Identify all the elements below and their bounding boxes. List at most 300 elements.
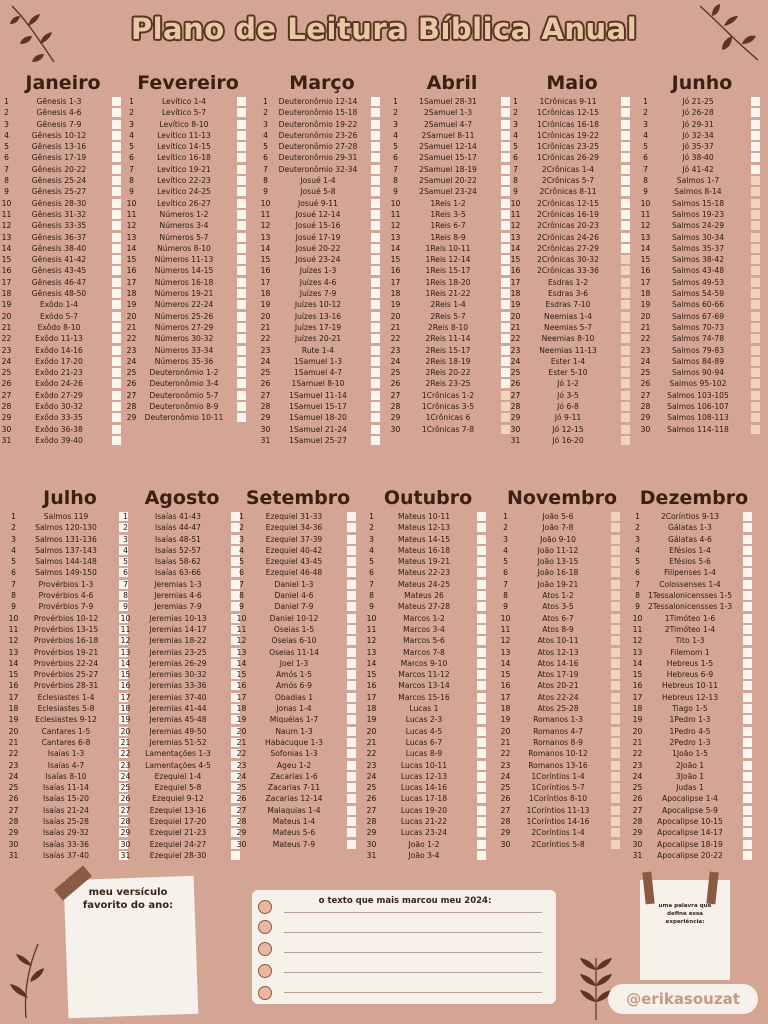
checkbox-icon[interactable]	[621, 379, 630, 388]
checkbox-icon[interactable]	[743, 659, 752, 668]
checkbox-icon[interactable]	[237, 210, 246, 219]
checkbox-icon[interactable]	[611, 681, 620, 690]
checkbox-icon[interactable]	[611, 568, 620, 577]
checkbox-icon[interactable]	[237, 368, 246, 377]
checkbox-icon[interactable]	[477, 602, 486, 611]
checkbox-icon[interactable]	[611, 625, 620, 634]
checkbox-icon[interactable]	[112, 289, 121, 298]
checkbox-icon[interactable]	[501, 425, 510, 434]
checkbox-icon[interactable]	[477, 512, 486, 521]
checkbox-icon[interactable]	[501, 244, 510, 253]
checkbox-icon[interactable]	[347, 772, 356, 781]
checkbox-icon[interactable]	[621, 346, 630, 355]
checkbox-icon[interactable]	[501, 233, 510, 242]
checkbox-icon[interactable]	[611, 591, 620, 600]
checkbox-icon[interactable]	[621, 97, 630, 106]
checkbox-icon[interactable]	[751, 413, 760, 422]
checkbox-icon[interactable]	[611, 828, 620, 837]
checkbox-icon[interactable]	[112, 142, 121, 151]
checkbox-icon[interactable]	[611, 523, 620, 532]
checkbox-icon[interactable]	[611, 817, 620, 826]
checkbox-icon[interactable]	[751, 97, 760, 106]
checkbox-icon[interactable]	[112, 278, 121, 287]
checkbox-icon[interactable]	[477, 693, 486, 702]
checkbox-icon[interactable]	[477, 568, 486, 577]
checkbox-icon[interactable]	[371, 244, 380, 253]
checkbox-icon[interactable]	[621, 221, 630, 230]
checkbox-icon[interactable]	[477, 648, 486, 657]
checkbox-icon[interactable]	[112, 346, 121, 355]
checkbox-icon[interactable]	[751, 176, 760, 185]
checkbox-icon[interactable]	[371, 131, 380, 140]
checkbox-icon[interactable]	[621, 108, 630, 117]
checkbox-icon[interactable]	[611, 557, 620, 566]
checkbox-icon[interactable]	[621, 142, 630, 151]
checkbox-icon[interactable]	[477, 761, 486, 770]
checkbox-icon[interactable]	[611, 580, 620, 589]
checkbox-icon[interactable]	[347, 806, 356, 815]
checkbox-icon[interactable]	[237, 266, 246, 275]
checkbox-icon[interactable]	[501, 255, 510, 264]
checkbox-icon[interactable]	[611, 727, 620, 736]
checkbox-icon[interactable]	[751, 391, 760, 400]
checkbox-icon[interactable]	[347, 602, 356, 611]
checkbox-icon[interactable]	[621, 357, 630, 366]
checkbox-icon[interactable]	[743, 828, 752, 837]
checkbox-icon[interactable]	[621, 233, 630, 242]
checkbox-icon[interactable]	[237, 244, 246, 253]
checkbox-icon[interactable]	[611, 738, 620, 747]
checkbox-icon[interactable]	[371, 165, 380, 174]
checkbox-icon[interactable]	[371, 97, 380, 106]
checkbox-icon[interactable]	[611, 614, 620, 623]
checkbox-icon[interactable]	[501, 97, 510, 106]
checkbox-icon[interactable]	[347, 614, 356, 623]
checkbox-icon[interactable]	[743, 614, 752, 623]
checkbox-icon[interactable]	[347, 625, 356, 634]
checkbox-icon[interactable]	[751, 425, 760, 434]
checkbox-icon[interactable]	[611, 772, 620, 781]
checkbox-icon[interactable]	[112, 187, 121, 196]
checkbox-icon[interactable]	[743, 806, 752, 815]
checkbox-icon[interactable]	[477, 828, 486, 837]
checkbox-icon[interactable]	[237, 108, 246, 117]
checkbox-icon[interactable]	[371, 425, 380, 434]
checkbox-icon[interactable]	[751, 368, 760, 377]
checkbox-icon[interactable]	[371, 402, 380, 411]
checkbox-icon[interactable]	[477, 557, 486, 566]
checkbox-icon[interactable]	[751, 153, 760, 162]
checkbox-icon[interactable]	[477, 783, 486, 792]
checkbox-icon[interactable]	[743, 693, 752, 702]
checkbox-icon[interactable]	[112, 120, 121, 129]
checkbox-icon[interactable]	[477, 670, 486, 679]
checkbox-icon[interactable]	[501, 357, 510, 366]
checkbox-icon[interactable]	[112, 255, 121, 264]
checkbox-icon[interactable]	[743, 670, 752, 679]
checkbox-icon[interactable]	[611, 636, 620, 645]
checkbox-icon[interactable]	[371, 120, 380, 129]
checkbox-icon[interactable]	[477, 523, 486, 532]
checkbox-icon[interactable]	[751, 255, 760, 264]
checkbox-icon[interactable]	[751, 266, 760, 275]
checkbox-icon[interactable]	[347, 648, 356, 657]
checkbox-icon[interactable]	[237, 187, 246, 196]
checkbox-icon[interactable]	[112, 312, 121, 321]
checkbox-icon[interactable]	[611, 761, 620, 770]
checkbox-icon[interactable]	[743, 794, 752, 803]
checkbox-icon[interactable]	[347, 794, 356, 803]
checkbox-icon[interactable]	[501, 131, 510, 140]
checkbox-icon[interactable]	[112, 323, 121, 332]
checkbox-icon[interactable]	[621, 289, 630, 298]
checkbox-icon[interactable]	[477, 749, 486, 758]
checkbox-icon[interactable]	[371, 255, 380, 264]
checkbox-icon[interactable]	[477, 659, 486, 668]
checkbox-icon[interactable]	[501, 300, 510, 309]
checkbox-icon[interactable]	[477, 772, 486, 781]
checkbox-icon[interactable]	[621, 255, 630, 264]
checkbox-icon[interactable]	[621, 334, 630, 343]
checkbox-icon[interactable]	[477, 681, 486, 690]
checkbox-icon[interactable]	[347, 715, 356, 724]
checkbox-icon[interactable]	[347, 591, 356, 600]
checkbox-icon[interactable]	[237, 199, 246, 208]
checkbox-icon[interactable]	[477, 535, 486, 544]
checkbox-icon[interactable]	[371, 413, 380, 422]
checkbox-icon[interactable]	[743, 546, 752, 555]
checkbox-icon[interactable]	[112, 425, 121, 434]
checkbox-icon[interactable]	[621, 165, 630, 174]
checkbox-icon[interactable]	[347, 580, 356, 589]
checkbox-icon[interactable]	[751, 357, 760, 366]
checkbox-icon[interactable]	[112, 221, 121, 230]
checkbox-icon[interactable]	[621, 187, 630, 196]
checkbox-icon[interactable]	[611, 659, 620, 668]
checkbox-icon[interactable]	[371, 142, 380, 151]
checkbox-icon[interactable]	[347, 727, 356, 736]
checkbox-icon[interactable]	[237, 165, 246, 174]
checkbox-icon[interactable]	[477, 704, 486, 713]
checkbox-icon[interactable]	[347, 749, 356, 758]
checkbox-icon[interactable]	[112, 266, 121, 275]
checkbox-icon[interactable]	[347, 681, 356, 690]
checkbox-icon[interactable]	[743, 738, 752, 747]
checkbox-icon[interactable]	[371, 266, 380, 275]
checkbox-icon[interactable]	[237, 300, 246, 309]
checkbox-icon[interactable]	[371, 357, 380, 366]
checkbox-icon[interactable]	[112, 379, 121, 388]
checkbox-icon[interactable]	[347, 693, 356, 702]
checkbox-icon[interactable]	[477, 614, 486, 623]
checkbox-icon[interactable]	[751, 278, 760, 287]
checkbox-icon[interactable]	[477, 546, 486, 555]
checkbox-icon[interactable]	[371, 187, 380, 196]
checkbox-icon[interactable]	[237, 176, 246, 185]
checkbox-icon[interactable]	[743, 761, 752, 770]
checkbox-icon[interactable]	[237, 233, 246, 242]
checkbox-icon[interactable]	[112, 244, 121, 253]
checkbox-icon[interactable]	[501, 199, 510, 208]
checkbox-icon[interactable]	[112, 199, 121, 208]
checkbox-icon[interactable]	[371, 334, 380, 343]
checkbox-icon[interactable]	[751, 300, 760, 309]
checkbox-icon[interactable]	[743, 568, 752, 577]
checkbox-icon[interactable]	[347, 636, 356, 645]
checkbox-icon[interactable]	[743, 817, 752, 826]
checkbox-icon[interactable]	[112, 368, 121, 377]
checkbox-icon[interactable]	[347, 535, 356, 544]
checkbox-icon[interactable]	[371, 368, 380, 377]
checkbox-icon[interactable]	[743, 727, 752, 736]
checkbox-icon[interactable]	[611, 783, 620, 792]
checkbox-icon[interactable]	[371, 233, 380, 242]
checkbox-icon[interactable]	[112, 357, 121, 366]
checkbox-icon[interactable]	[237, 97, 246, 106]
checkbox-icon[interactable]	[611, 602, 620, 611]
checkbox-icon[interactable]	[743, 591, 752, 600]
checkbox-icon[interactable]	[501, 368, 510, 377]
checkbox-icon[interactable]	[237, 379, 246, 388]
checkbox-icon[interactable]	[237, 120, 246, 129]
checkbox-icon[interactable]	[751, 334, 760, 343]
checkbox-icon[interactable]	[237, 346, 246, 355]
checkbox-icon[interactable]	[112, 402, 121, 411]
checkbox-icon[interactable]	[751, 312, 760, 321]
checkbox-icon[interactable]	[477, 580, 486, 589]
checkbox-icon[interactable]	[477, 738, 486, 747]
checkbox-icon[interactable]	[611, 749, 620, 758]
checkbox-icon[interactable]	[371, 221, 380, 230]
checkbox-icon[interactable]	[751, 289, 760, 298]
checkbox-icon[interactable]	[743, 772, 752, 781]
checkbox-icon[interactable]	[371, 199, 380, 208]
checkbox-icon[interactable]	[112, 436, 121, 445]
checkbox-icon[interactable]	[501, 278, 510, 287]
checkbox-icon[interactable]	[347, 783, 356, 792]
checkbox-icon[interactable]	[501, 346, 510, 355]
checkbox-icon[interactable]	[751, 210, 760, 219]
checkbox-icon[interactable]	[621, 199, 630, 208]
checkbox-icon[interactable]	[347, 670, 356, 679]
checkbox-icon[interactable]	[501, 176, 510, 185]
checkbox-icon[interactable]	[112, 334, 121, 343]
checkbox-icon[interactable]	[751, 165, 760, 174]
checkbox-icon[interactable]	[477, 591, 486, 600]
checkbox-icon[interactable]	[751, 244, 760, 253]
checkbox-icon[interactable]	[237, 221, 246, 230]
checkbox-icon[interactable]	[751, 108, 760, 117]
checkbox-icon[interactable]	[751, 142, 760, 151]
checkbox-icon[interactable]	[621, 391, 630, 400]
checkbox-icon[interactable]	[611, 693, 620, 702]
checkbox-icon[interactable]	[611, 715, 620, 724]
checkbox-icon[interactable]	[477, 817, 486, 826]
checkbox-icon[interactable]	[621, 266, 630, 275]
checkbox-icon[interactable]	[501, 210, 510, 219]
checkbox-icon[interactable]	[112, 131, 121, 140]
checkbox-icon[interactable]	[501, 165, 510, 174]
checkbox-icon[interactable]	[743, 715, 752, 724]
checkbox-icon[interactable]	[237, 142, 246, 151]
checkbox-icon[interactable]	[347, 659, 356, 668]
checkbox-icon[interactable]	[621, 278, 630, 287]
checkbox-icon[interactable]	[621, 176, 630, 185]
checkbox-icon[interactable]	[237, 357, 246, 366]
checkbox-icon[interactable]	[751, 120, 760, 129]
checkbox-icon[interactable]	[751, 379, 760, 388]
checkbox-icon[interactable]	[743, 523, 752, 532]
checkbox-icon[interactable]	[501, 266, 510, 275]
checkbox-icon[interactable]	[371, 176, 380, 185]
checkbox-icon[interactable]	[477, 794, 486, 803]
checkbox-icon[interactable]	[611, 648, 620, 657]
checkbox-icon[interactable]	[611, 794, 620, 803]
checkbox-icon[interactable]	[501, 120, 510, 129]
checkbox-icon[interactable]	[112, 413, 121, 422]
checkbox-icon[interactable]	[477, 840, 486, 849]
checkbox-icon[interactable]	[751, 346, 760, 355]
checkbox-icon[interactable]	[112, 300, 121, 309]
checkbox-icon[interactable]	[237, 334, 246, 343]
checkbox-icon[interactable]	[237, 131, 246, 140]
checkbox-icon[interactable]	[621, 300, 630, 309]
checkbox-icon[interactable]	[621, 323, 630, 332]
checkbox-icon[interactable]	[501, 413, 510, 422]
checkbox-icon[interactable]	[611, 546, 620, 555]
checkbox-icon[interactable]	[743, 512, 752, 521]
checkbox-icon[interactable]	[237, 289, 246, 298]
checkbox-icon[interactable]	[237, 323, 246, 332]
checkbox-icon[interactable]	[371, 153, 380, 162]
checkbox-icon[interactable]	[347, 546, 356, 555]
checkbox-icon[interactable]	[112, 165, 121, 174]
checkbox-icon[interactable]	[347, 557, 356, 566]
checkbox-icon[interactable]	[347, 828, 356, 837]
checkbox-icon[interactable]	[501, 391, 510, 400]
checkbox-icon[interactable]	[743, 749, 752, 758]
checkbox-icon[interactable]	[237, 413, 246, 422]
checkbox-icon[interactable]	[347, 704, 356, 713]
checkbox-icon[interactable]	[371, 108, 380, 117]
checkbox-icon[interactable]	[371, 312, 380, 321]
checkbox-icon[interactable]	[621, 244, 630, 253]
checkbox-icon[interactable]	[621, 368, 630, 377]
checkbox-icon[interactable]	[477, 851, 486, 860]
checkbox-icon[interactable]	[501, 142, 510, 151]
checkbox-icon[interactable]	[347, 761, 356, 770]
checkbox-icon[interactable]	[501, 323, 510, 332]
checkbox-icon[interactable]	[501, 289, 510, 298]
checkbox-icon[interactable]	[477, 636, 486, 645]
checkbox-icon[interactable]	[743, 580, 752, 589]
checkbox-icon[interactable]	[112, 176, 121, 185]
checkbox-icon[interactable]	[751, 402, 760, 411]
checkbox-icon[interactable]	[743, 840, 752, 849]
checkbox-icon[interactable]	[477, 727, 486, 736]
checkbox-icon[interactable]	[621, 131, 630, 140]
checkbox-icon[interactable]	[621, 402, 630, 411]
checkbox-icon[interactable]	[621, 425, 630, 434]
checkbox-icon[interactable]	[621, 120, 630, 129]
checkbox-icon[interactable]	[751, 131, 760, 140]
checkbox-icon[interactable]	[347, 840, 356, 849]
checkbox-icon[interactable]	[231, 851, 240, 860]
checkbox-icon[interactable]	[347, 817, 356, 826]
checkbox-icon[interactable]	[501, 221, 510, 230]
checkbox-icon[interactable]	[371, 436, 380, 445]
checkbox-icon[interactable]	[751, 199, 760, 208]
checkbox-icon[interactable]	[477, 625, 486, 634]
checkbox-icon[interactable]	[371, 289, 380, 298]
memorable-text-notebook[interactable]	[252, 890, 556, 1004]
checkbox-icon[interactable]	[743, 602, 752, 611]
checkbox-icon[interactable]	[501, 334, 510, 343]
checkbox-icon[interactable]	[751, 323, 760, 332]
checkbox-icon[interactable]	[112, 97, 121, 106]
checkbox-icon[interactable]	[371, 346, 380, 355]
checkbox-icon[interactable]	[743, 704, 752, 713]
checkbox-icon[interactable]	[371, 210, 380, 219]
checkbox-icon[interactable]	[743, 681, 752, 690]
checkbox-icon[interactable]	[743, 851, 752, 860]
checkbox-icon[interactable]	[371, 323, 380, 332]
checkbox-icon[interactable]	[743, 783, 752, 792]
checkbox-icon[interactable]	[237, 255, 246, 264]
checkbox-icon[interactable]	[112, 391, 121, 400]
checkbox-icon[interactable]	[501, 312, 510, 321]
checkbox-icon[interactable]	[347, 738, 356, 747]
checkbox-icon[interactable]	[371, 391, 380, 400]
checkbox-icon[interactable]	[371, 300, 380, 309]
checkbox-icon[interactable]	[112, 108, 121, 117]
checkbox-icon[interactable]	[477, 715, 486, 724]
checkbox-icon[interactable]	[611, 840, 620, 849]
checkbox-icon[interactable]	[237, 278, 246, 287]
checkbox-icon[interactable]	[501, 379, 510, 388]
checkbox-icon[interactable]	[743, 648, 752, 657]
checkbox-icon[interactable]	[611, 535, 620, 544]
checkbox-icon[interactable]	[621, 210, 630, 219]
checkbox-icon[interactable]	[112, 210, 121, 219]
checkbox-icon[interactable]	[611, 806, 620, 815]
checkbox-icon[interactable]	[751, 233, 760, 242]
checkbox-icon[interactable]	[611, 670, 620, 679]
checkbox-icon[interactable]	[611, 704, 620, 713]
checkbox-icon[interactable]	[743, 557, 752, 566]
checkbox-icon[interactable]	[751, 187, 760, 196]
checkbox-icon[interactable]	[112, 153, 121, 162]
checkbox-icon[interactable]	[112, 233, 121, 242]
checkbox-icon[interactable]	[501, 402, 510, 411]
checkbox-icon[interactable]	[237, 402, 246, 411]
checkbox-icon[interactable]	[621, 436, 630, 445]
checkbox-icon[interactable]	[501, 153, 510, 162]
checkbox-icon[interactable]	[501, 187, 510, 196]
checkbox-icon[interactable]	[237, 391, 246, 400]
checkbox-icon[interactable]	[621, 413, 630, 422]
checkbox-icon[interactable]	[237, 153, 246, 162]
checkbox-icon[interactable]	[621, 312, 630, 321]
checkbox-icon[interactable]	[743, 535, 752, 544]
checkbox-icon[interactable]	[501, 108, 510, 117]
checkbox-icon[interactable]	[371, 379, 380, 388]
checkbox-icon[interactable]	[743, 625, 752, 634]
checkbox-icon[interactable]	[611, 512, 620, 521]
checkbox-icon[interactable]	[371, 278, 380, 287]
checkbox-icon[interactable]	[347, 523, 356, 532]
checkbox-icon[interactable]	[743, 636, 752, 645]
